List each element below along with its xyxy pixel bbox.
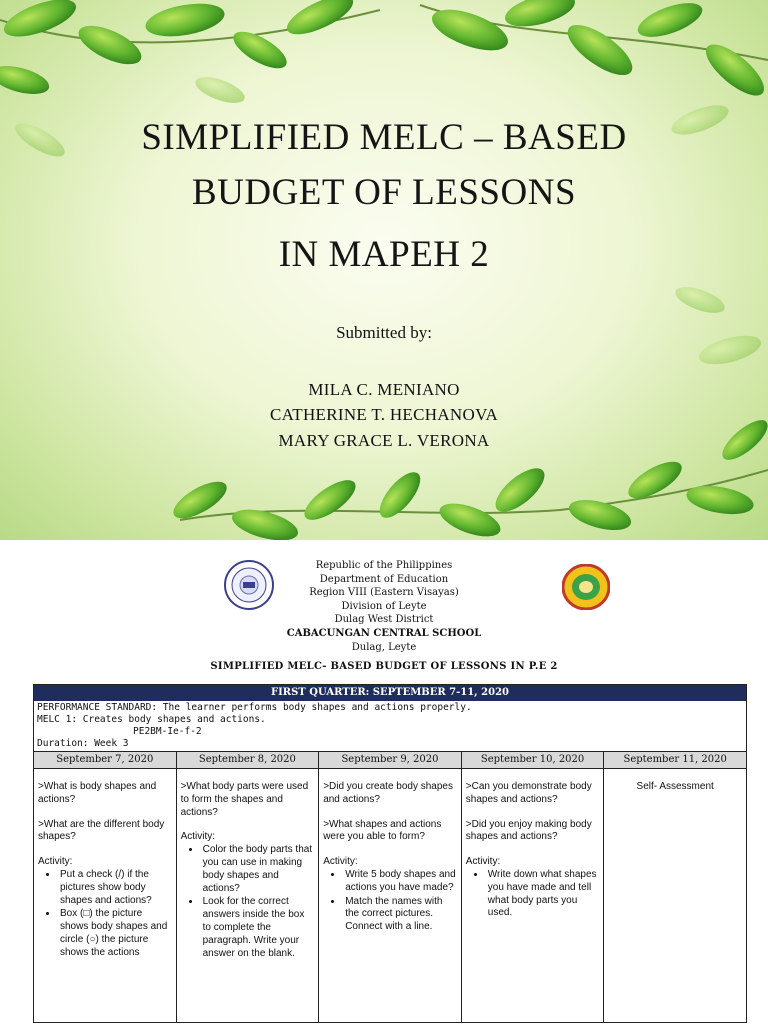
activity-label: Activity: <box>180 831 216 843</box>
duration: Duration: Week 3 <box>37 738 129 749</box>
letterhead-line: Region VIII (Eastern Visayas) <box>309 587 459 598</box>
day-header: September 10, 2020 <box>462 752 605 768</box>
performance-standard: PERFORMANCE STANDARD: The learner performs body shapes and actions properly. <box>37 702 472 713</box>
activity-item: • Write 5 body shapes and actions you have made? <box>343 869 457 895</box>
question: >Can you demonstrate body shapes and actions? <box>465 781 592 805</box>
activity-item: • Color the body parts that you can use in making body shapes and actions? <box>201 844 315 895</box>
question: >Did you enjoy making body shapes and actions? <box>465 818 592 843</box>
cover-title-line-3: IN MAPEH 2 <box>278 234 490 275</box>
day-header-row <box>34 751 746 768</box>
activity-list <box>343 869 457 934</box>
author-2: CATHERINE T. HECHANOVA <box>269 405 499 424</box>
standards-block <box>34 701 746 751</box>
day-1-cell <box>34 769 177 1022</box>
author-3: MARY GRACE L. VERONA <box>278 431 490 450</box>
letterhead-line: Department of Education <box>319 574 449 585</box>
activity-item: • Match the names with the correct pictures. Connect with a line. <box>343 896 457 934</box>
question: >Did you create body shapes and actions? <box>323 781 453 805</box>
lesson-row <box>34 768 746 1022</box>
question: >What are the different body shapes? <box>38 818 165 843</box>
letterhead-line: Republic of the Philippines <box>315 560 453 571</box>
activity-item: • Box (□) the picture shows body shapes and circle (○) the picture shows the actions <box>58 908 172 959</box>
cover-title-line-2: BUDGET OF LESSONS <box>191 172 577 213</box>
day-2-cell <box>177 769 320 1022</box>
cover-title-line-1: SIMPLIFIED MELC – BASED <box>141 117 627 158</box>
school-location: Dulag, Leyte <box>351 642 417 653</box>
day-3-cell <box>319 769 462 1022</box>
activity-list <box>58 869 172 960</box>
melc-code: PE2BM-Ie-f-2 <box>133 726 202 737</box>
day-5-cell <box>604 769 746 1022</box>
question: >What is body shapes and actions? <box>38 781 157 805</box>
letterhead-line: Division of Leyte <box>341 601 427 612</box>
lesson-table <box>33 684 747 1023</box>
question: >What shapes and actions were you able to form? <box>323 818 442 843</box>
self-assessment: Self- Assessment <box>636 781 714 792</box>
activity-label: Activity: <box>323 856 358 868</box>
document-title: SIMPLIFIED MELC- BASED BUDGET OF LESSONS IN P.E 2 <box>210 661 558 672</box>
quarter-header: FIRST QUARTER: SEPTEMBER 7-11, 2020 <box>34 685 746 701</box>
day-header: September 7, 2020 <box>34 752 177 768</box>
submitted-by-label: Submitted by: <box>336 323 432 342</box>
day-header: September 11, 2020 <box>604 752 746 768</box>
day-4-cell <box>462 769 605 1022</box>
budget-of-lessons-page <box>0 540 768 1024</box>
activity-label: Activity: <box>465 856 501 868</box>
activity-label: Activity: <box>38 856 73 868</box>
day-header: September 8, 2020 <box>177 752 320 768</box>
day-header: September 9, 2020 <box>319 752 462 768</box>
activity-list <box>201 844 315 960</box>
activity-item: • Look for the correct answers inside the box to complete the paragraph. Write your answer on the blank. <box>201 896 315 960</box>
author-1: MILA C. MENIANO <box>308 380 460 399</box>
letterhead-line: Dulag West District <box>334 614 434 625</box>
question: >What body parts were used to form the shapes and actions? <box>180 781 309 818</box>
activity-item: • Write down what shapes you have made and tell what body parts you used. <box>486 869 600 920</box>
melc-text: MELC 1: Creates body shapes and actions. <box>37 714 266 725</box>
activity-item: • Put a check (/) if the pictures show body shapes and actions? <box>58 869 172 907</box>
activity-list <box>486 869 600 920</box>
school-name: CABACUNGAN CENTRAL SCHOOL <box>286 628 482 639</box>
